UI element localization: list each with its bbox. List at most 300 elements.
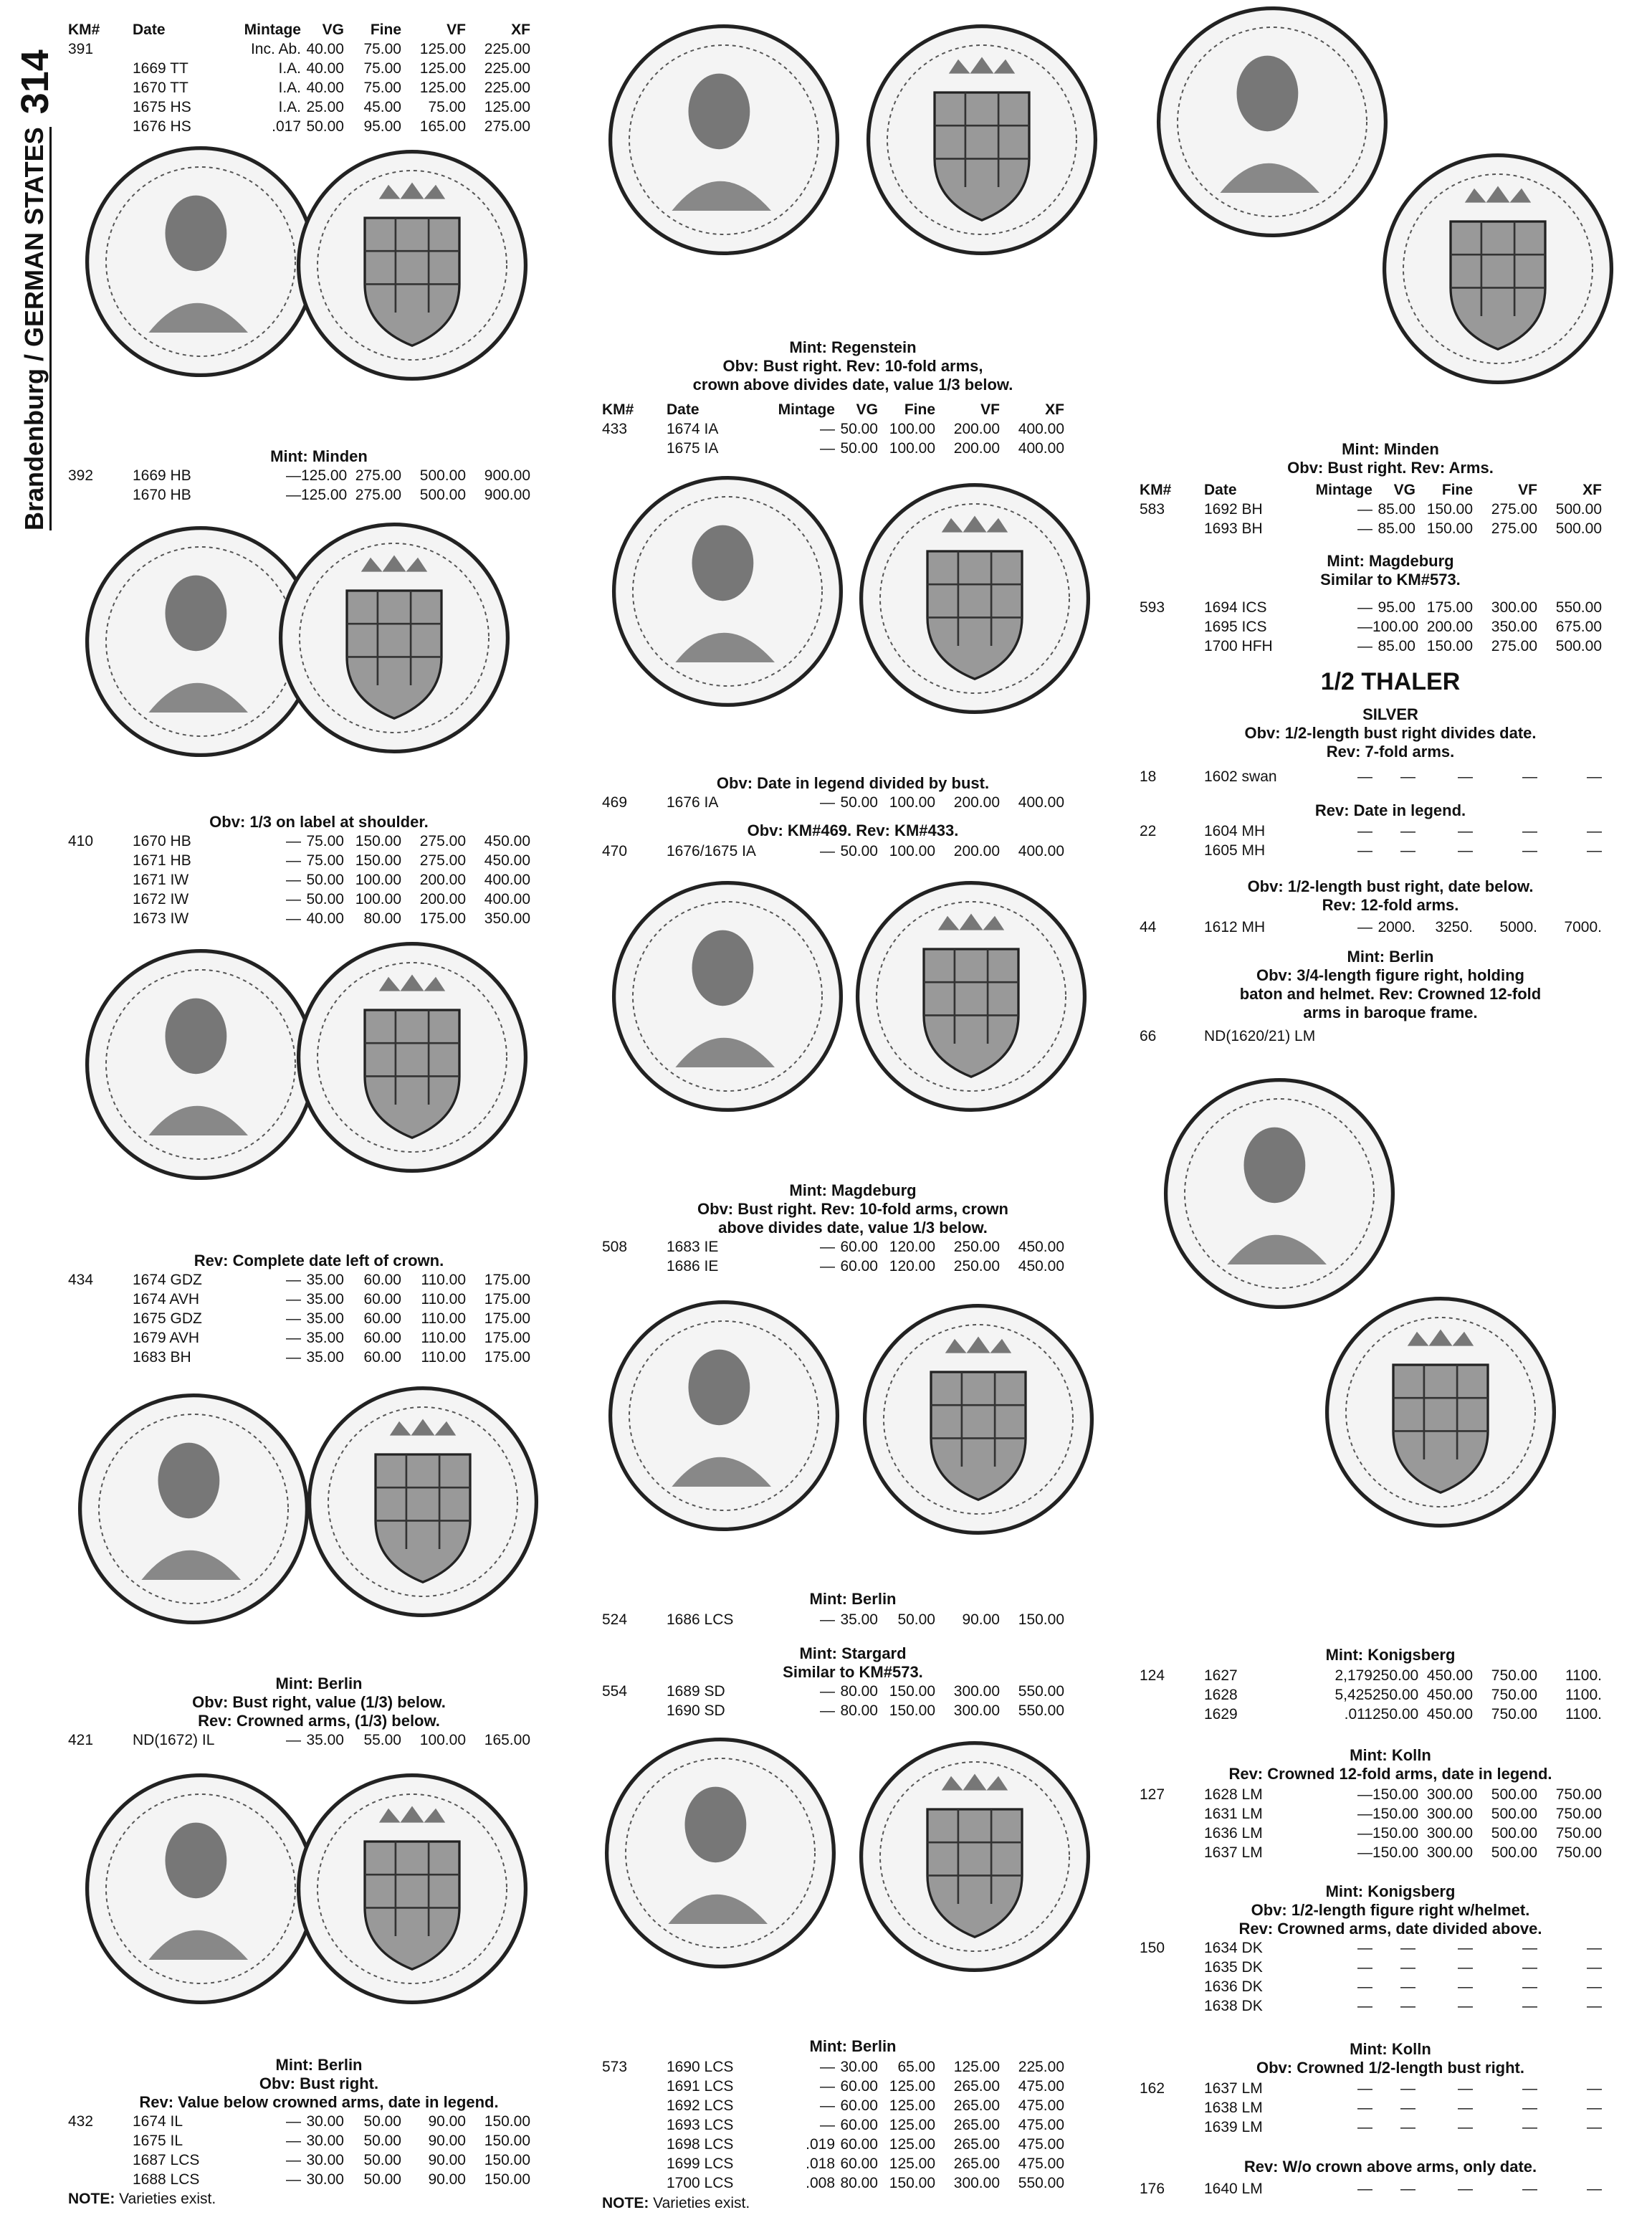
table-cell: — [286,2113,301,2130]
table-row [602,793,1104,812]
table-row [68,909,570,928]
listing-593 [1140,598,1641,656]
table-cell: 1635 DK [1204,1959,1263,1976]
table-cell: 44 [1140,919,1157,935]
table-cell: 100.00 [889,440,935,457]
table-cell: 750.00 [1555,1806,1602,1822]
table-row [68,2131,570,2150]
table-row [68,2150,570,2170]
table-cell [602,2135,667,2154]
table-cell [68,1348,133,1367]
table-cell: — [1522,768,1537,785]
table-row [1140,1958,1641,1977]
table-cell: 110.00 [421,1310,466,1327]
table-cell: I.A. [278,80,301,96]
table-row [602,439,1104,458]
table-cell: 35.00 [306,1310,344,1327]
table-cell: 400.00 [1018,843,1064,859]
table-cell: — [1587,842,1602,859]
table-cell: 1670 TT [133,80,188,96]
table-cell: 550.00 [1018,1702,1064,1719]
table-cell: — [820,1611,835,1628]
table-row [68,97,570,117]
table-cell: — [286,1330,301,1346]
table-cell: 22 [1140,823,1157,839]
table-cell: — [1400,1978,1415,1995]
table-cell: 60.00 [363,1310,401,1327]
table-cell: 400.00 [1018,440,1064,457]
table-row [602,1257,1104,1276]
table-cell: 265.00 [953,2078,1000,2095]
table-cell [68,1328,133,1348]
table-cell: — [1357,1786,1372,1803]
table-cell: 5000. [1499,919,1537,935]
table-cell: 95.00 [363,118,401,135]
table-cell: — [1458,1978,1473,1995]
header-row [1140,480,1641,500]
table-cell: — [820,2059,835,2075]
table-cell: 300.00 [1426,1844,1473,1861]
table-cell [1140,2117,1204,2137]
table-cell: 475.00 [1018,2155,1064,2172]
table-cell: 110.00 [421,1291,466,1307]
table-row [1140,598,1641,617]
table-cell: 1693 LCS [667,2117,734,2133]
table-cell: 1628 LM [1204,1786,1263,1803]
table-cell: 1637 LM [1204,2080,1263,2097]
table-cell: 750.00 [1491,1667,1537,1684]
bust-icon [1161,1075,1398,1312]
table-cell: 85.00 [1378,638,1415,654]
metal-heading: SILVER [1362,705,1418,723]
listing-524 [602,1610,1104,1629]
table-cell: 125.00 [419,80,466,96]
table-row [602,1682,1104,1701]
table-cell [68,2150,133,2170]
table-cell: 1674 AVH [133,1291,200,1307]
caption-433: Mint: Regenstein Obv: Bust right. Rev: 10-fold arms, crown above divides date, value 1/3 below. [692,338,1013,394]
table-cell: 50.00 [363,2133,401,2149]
table-cell: 500.00 [1555,501,1602,518]
table-cell: 150.00 [484,2171,530,2188]
table-cell: 120.00 [889,1258,935,1275]
listing-410 [68,832,570,928]
table-cell: 60.00 [363,1349,401,1366]
section-title: Brandenburg / GERMAN STATES [19,127,52,530]
listing-434 [68,1270,570,1367]
table-row [1140,918,1641,937]
table-cell: 176 [1140,2181,1165,2197]
bust-icon [82,143,319,380]
table-cell: 35.00 [306,1291,344,1307]
coin-reverse [1322,1294,1559,1530]
table-cell: 50.00 [897,1611,935,1628]
table-cell: — [820,1258,835,1275]
table-cell: 1686 IE [667,1258,719,1275]
table-cell: 50.00 [840,843,878,859]
table-cell: 125.00 [419,41,466,57]
table-cell: 100.00 [1372,619,1419,635]
table-cell: — [286,872,301,888]
bust-icon [606,22,842,258]
bust-icon [602,1735,839,1971]
table-cell: 500.00 [1491,1825,1537,1842]
table-row [602,1237,1104,1257]
table-cell: .017 [272,118,301,135]
table-cell: 60.00 [840,1239,878,1255]
table-cell: 120.00 [889,1239,935,1255]
table-cell: — [1458,2080,1473,2097]
table-cell: — [1522,2100,1537,2116]
table-cell: — [286,2133,301,2149]
table-cell: 450.00 [1426,1667,1473,1684]
table-cell: 400.00 [484,891,530,907]
table-cell: 50.00 [306,118,344,135]
table-cell: 475.00 [1018,2097,1064,2114]
arms-icon [294,1771,530,2007]
table-cell: 2,179 [1335,1667,1372,1684]
listing-554 [602,1682,1104,1720]
table-cell: 200.00 [1426,619,1473,635]
table-cell: 75.00 [306,852,344,869]
arms-icon [856,1738,1093,1975]
table-row [1140,2098,1641,2117]
table-cell: — [1587,2100,1602,2116]
table-cell: 60.00 [363,1330,401,1346]
table-cell: — [1357,2181,1372,2197]
table-cell: 250.00 [1372,1667,1419,1684]
table-cell: 593 [1140,599,1165,616]
coin-reverse [856,480,1093,717]
table-cell: 100.00 [889,843,935,859]
table-cell: 1627 [1204,1667,1238,1684]
table-row [1140,1804,1641,1824]
table-cell: 300.00 [1491,599,1537,616]
caption-434: Rev: Complete date left of crown. [194,1252,444,1269]
table-cell: 175.00 [484,1330,530,1346]
table-cell: .018 [806,2155,835,2172]
table-cell: 300.00 [1426,1806,1473,1822]
table-row [1140,2117,1641,2137]
table-cell: 225.00 [484,80,530,96]
table-row [1140,617,1641,637]
table-cell: I.A. [278,99,301,115]
table-cell: 60.00 [840,2097,878,2114]
table-cell: 80.00 [840,1683,878,1700]
table-cell: 1674 GDZ [133,1272,202,1288]
table-cell: — [1587,768,1602,785]
table-cell: — [286,833,301,849]
table-cell [1372,1026,1415,1046]
table-cell: 1698 LCS [667,2136,734,2153]
table-cell: — [1357,1940,1372,1956]
table-cell: — [1522,823,1537,839]
table-row [1140,1705,1641,1724]
table-cell: — [1458,768,1473,785]
table-cell: — [1357,768,1372,785]
listing-44 [1140,918,1641,937]
table-row [68,1290,570,1309]
table-cell: — [286,467,301,484]
table-row [68,117,570,136]
table-cell: — [820,1683,835,1700]
bust-icon [82,1771,319,2007]
caption-583: Mint: Minden Obv: Bust right. Rev: Arms. [1287,440,1494,477]
table-cell [68,870,133,890]
table-cell: 162 [1140,2080,1165,2097]
table-cell: — [1400,2181,1415,2197]
listing-421 [68,1730,570,1750]
listing-432 [68,2112,570,2189]
table-cell: 1691 LCS [667,2078,734,2095]
table-cell: — [1357,1844,1372,1861]
table-cell: 1629 [1204,1706,1238,1723]
listing-392 [68,466,570,505]
coin-reverse [294,939,530,1176]
table-cell: 40.00 [306,41,344,57]
table-cell: — [286,852,301,869]
table-cell: 110.00 [421,1330,466,1346]
arms-icon [1322,1294,1559,1530]
table-cell: 45.00 [363,99,401,115]
table-cell: 1634 DK [1204,1940,1263,1956]
table-cell: I.A. [278,60,301,77]
table-cell: 30.00 [306,2152,344,2168]
table-cell: 50.00 [840,794,878,811]
table-cell: 60.00 [363,1272,401,1288]
table-cell: 475.00 [1018,2078,1064,2095]
caption-470: Obv: KM#469. Rev: KM#433. [747,821,959,839]
table-cell: 65.00 [897,2059,935,2075]
table-row [602,2115,1104,2135]
table-cell: 125.00 [484,99,530,115]
table-cell: 1670 HB [133,487,191,503]
table-cell: 500.00 [1491,1786,1537,1803]
coin-reverse [860,1301,1097,1538]
table-cell: 75.00 [428,99,466,115]
table-cell: 1674 IA [667,421,719,437]
table-cell [68,2131,133,2150]
table-cell: 125.00 [889,2117,935,2133]
table-cell: — [1400,1959,1415,1976]
table-cell: 175.00 [1426,599,1473,616]
table-cell: 35.00 [306,1732,344,1748]
listing-162 [1140,2079,1641,2137]
table-cell: 1612 MH [1204,919,1266,935]
table-cell: 80.00 [363,910,401,927]
coin-obverse [606,1297,842,1534]
table-cell: 60.00 [363,1291,401,1307]
table-cell: 200.00 [953,421,1000,437]
table-cell: ND(1672) IL [133,1732,215,1748]
coin-reverse [1380,151,1616,387]
table-cell: 75.00 [363,60,401,77]
table-cell [1140,1685,1204,1705]
table-cell: — [1357,599,1372,616]
table-cell: — [820,2078,835,2095]
table-row [602,1701,1104,1720]
table-cell: 80.00 [840,1702,878,1719]
caption-524: Mint: Berlin [809,1590,897,1608]
table-cell: 40.00 [306,80,344,96]
table-cell: 100.00 [355,872,401,888]
table-row [1140,1996,1641,2016]
table-cell: 265.00 [953,2117,1000,2133]
caption-554: Mint: Stargard Similar to KM#573. [783,1644,923,1681]
coin-obverse [1154,4,1390,240]
table-cell: 150.00 [355,833,401,849]
table-cell: 50.00 [306,891,344,907]
table-cell: 40.00 [306,910,344,927]
table-cell [1140,519,1204,538]
table-cell: — [1357,2119,1372,2135]
arms-icon [276,520,512,756]
table-header: KM# Date Mintage VG Fine VF XF [68,22,530,38]
table-row [1140,1685,1641,1705]
table-cell: 550.00 [1018,2175,1064,2191]
table-cell: 275.00 [1491,501,1537,518]
listing-66 [1140,1026,1641,1046]
table-cell [1140,1705,1204,1724]
table-cell: 275.00 [355,467,401,484]
table-cell: 1699 LCS [667,2155,734,2172]
table-cell: 275.00 [419,833,466,849]
table-cell: — [1357,1959,1372,1976]
table-cell: — [1587,1998,1602,2014]
table-cell: — [286,2152,301,2168]
arms-icon [856,480,1093,717]
table-cell: 1604 MH [1204,823,1266,839]
table-header: KM# Date Mintage VG Fine VF XF [1140,482,1602,498]
table-cell: 30.00 [306,2113,344,2130]
table-cell: 265.00 [953,2097,1000,2114]
table-cell: 75.00 [306,833,344,849]
table-cell: 1688 LCS [133,2171,200,2188]
table-cell: 1100. [1565,1687,1602,1703]
coin-obverse [609,473,846,710]
table-cell: 1679 AVH [133,1330,200,1346]
table-cell: — [1458,842,1473,859]
table-cell [1473,1026,1537,1046]
table-cell: 250.00 [1372,1706,1419,1723]
table-cell: — [1400,842,1415,859]
table-cell: 1689 SD [667,1683,725,1700]
table-cell: — [1587,1978,1602,1995]
bust-icon [75,1391,312,1627]
table-cell: 500.00 [419,487,466,503]
table-cell: 500.00 [419,467,466,484]
caption-124: Mint: Konigsberg [1325,1646,1456,1664]
table-cell: — [1357,501,1372,518]
listing-18 [1140,767,1641,786]
caption-18: Obv: 1/2-length bust right divides date. Rev: 7-fold arms. [1244,724,1537,761]
table-cell: — [1458,2181,1473,2197]
table-cell: — [820,2117,835,2133]
table-cell: 90.00 [428,2152,466,2168]
table-cell: 50.00 [840,421,878,437]
table-cell: 1605 MH [1204,842,1266,859]
table-cell: 150.00 [889,1683,935,1700]
table-cell [1140,1804,1204,1824]
table-cell [602,2115,667,2135]
table-cell: — [1587,2080,1602,2097]
table-cell: 275.00 [484,118,530,135]
table-cell: — [286,891,301,907]
table-cell: 300.00 [953,1683,1000,1700]
table-cell: 150.00 [484,2113,530,2130]
table-cell: — [1357,919,1372,935]
caption-22: Rev: Date in legend. [1314,801,1466,819]
table-cell: 85.00 [1378,501,1415,518]
table-cell: 85.00 [1378,520,1415,537]
table-cell: 200.00 [953,440,1000,457]
table-cell: — [820,2097,835,2114]
table-cell: 165.00 [484,1732,530,1748]
table-cell [68,97,133,117]
table-cell: 18 [1140,768,1157,785]
table-cell: — [1587,823,1602,839]
table-cell: 150.00 [889,1702,935,1719]
page-number: 314 [14,49,57,115]
table-cell: — [1522,2181,1537,2197]
table-cell: 1694 ICS [1204,599,1267,616]
table-cell: 1638 DK [1204,1998,1263,2014]
table-cell: 1639 LM [1204,2119,1263,2135]
table-cell: 450.00 [1426,1706,1473,1723]
table-cell [133,39,233,59]
table-cell: 175.00 [419,910,466,927]
table-cell: 421 [68,1732,94,1748]
arms-icon [853,878,1089,1115]
caption-421: Mint: Berlin Obv: Bust right, value (1/3) below. Rev: Crowned arms, (1/3) below. [192,1674,446,1730]
table-cell: 125.00 [301,467,348,484]
table-cell: 1700 HFH [1204,638,1273,654]
table-cell: 450.00 [484,852,530,869]
table-cell: 573 [602,2059,628,2075]
table-row [602,842,1104,861]
table-cell: 66 [1140,1028,1157,1044]
table-cell: 35.00 [840,1611,878,1628]
table-row [602,419,1104,439]
table-cell: 1683 IE [667,1239,719,1255]
table-cell: ND(1620/21) LM [1204,1028,1316,1044]
table-cell: 60.00 [840,2136,878,2153]
table-cell: 470 [602,843,628,859]
table-cell: — [1357,1825,1372,1842]
table-cell: 75.00 [363,41,401,57]
caption-392: Mint: Minden [270,447,368,465]
table-cell: — [1357,638,1372,654]
table-cell: 1675 IL [133,2133,183,2149]
table-cell: 175.00 [484,1272,530,1288]
table-cell: 1628 [1204,1687,1238,1703]
bust-icon [82,946,319,1183]
listing-176 [1140,2179,1641,2198]
table-cell: 1631 LM [1204,1806,1263,1822]
table-row [1140,500,1641,519]
table-row [68,1270,570,1290]
table-cell: 7000. [1564,919,1602,935]
table-cell: 35.00 [306,1272,344,1288]
table-cell: 300.00 [1426,1786,1473,1803]
table-cell: — [1357,520,1372,537]
table-cell: 750.00 [1491,1706,1537,1723]
coin-obverse [82,1771,319,2007]
coin-obverse [75,1391,312,1627]
table-cell: 125.00 [889,2136,935,2153]
table-cell: 125.00 [889,2078,935,2095]
listing-150 [1140,1938,1641,2016]
